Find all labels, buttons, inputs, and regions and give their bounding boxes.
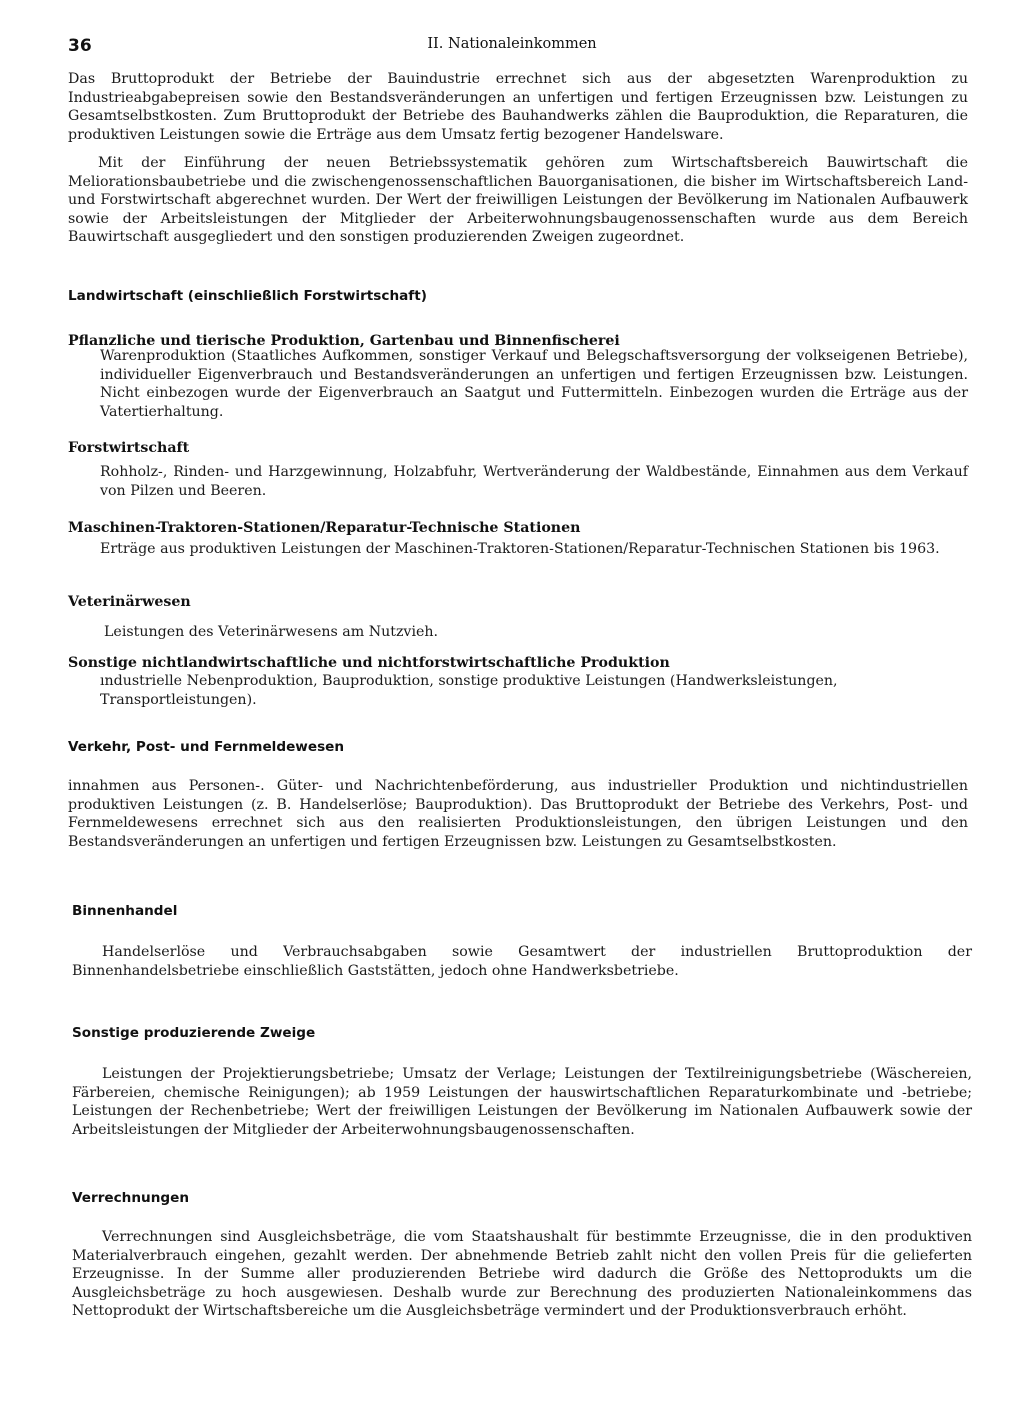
subsection-title-veterinaerwesen: Veterinärwesen: [68, 594, 191, 610]
subsection-text-mts: Erträge aus produktiven Leistungen der Maschinen-Traktoren-Stationen/Reparatur-Technischen Stationen bis 1963.: [100, 541, 940, 557]
section-text-verrechnungen: Verrechnungen sind Ausgleichsbeträge, die vom Staatshaushalt für bestimmte Erzeugnisse, die in den produktiven Materialverbrauch eingehen, gezahlt werden. Der abnehmende Betrieb zahlt nicht den vollen Preis für die gelieferten Erzeugnisse. In der Summe aller produzierenden Betriebe wird dadurch die Größe des Nettoprodukts um die Ausgleichsbeträge zu hoch ausgewiesen. Deshalb wurde zur Berechnung des produzierten Nationaleinkommens das Nettoprodukt der Wirtschaftsbereiche um die Ausgleichsbeträge vermindert und der Produktionsverbrauch erhöht.: [72, 1229, 972, 1320]
section-text-sonstige-zweige: Leistungen der Projektierungsbetriebe; Umsatz der Verlage; Leistungen der Textilreinigungsbetriebe (Wäschereien, Färbereien, chemische Reinigungen); ab 1959 Leistungen der hauswirtschaftlichen Reparaturkombinate und -betriebe; Leistungen der Rechenbetriebe; Wert der freiwilligen Leistungen der Bevölkerung im Nationalen Aufbauwerk sowie der Arbeitsleistungen der Mitglieder der Arbeiterwohnungsbaugenossenschaften.: [72, 1066, 972, 1138]
section-heading-verrechnungen: Verrechnungen: [72, 1190, 190, 1206]
section-heading-binnenhandel: Binnenhandel: [72, 903, 178, 919]
subsection-text-veterinaerwesen: Leistungen des Veterinärwesens am Nutzvieh.: [104, 624, 439, 640]
subsection-title-mts: Maschinen-Traktoren-Stationen/Reparatur-Technische Stationen: [68, 520, 581, 536]
section-heading-landwirtschaft: Landwirtschaft (einschließlich Forstwirtschaft): [68, 288, 427, 304]
subsection-title-pflanzlich: Pflanzliche und tierische Produktion, Gartenbau und Binnenfischerei: [68, 333, 620, 349]
running-title: II. Nationaleinkommen: [427, 36, 597, 52]
section-heading-verkehr: Verkehr, Post- und Fernmeldewesen: [68, 739, 345, 755]
subsection-title-sonstige-produktion: Sonstige nichtlandwirtschaftliche und nichtforstwirtschaftliche Produktion: [68, 655, 670, 671]
section-heading-sonstige-zweige: Sonstige produzierende Zweige: [72, 1025, 316, 1041]
subsection-title-forstwirtschaft: Forstwirtschaft: [68, 440, 190, 456]
intro-paragraph-2: Mit der Einführung der neuen Betriebssystematik gehören zum Wirtschaftsbereich Bauwirtschaft die Meliorationsbaubetriebe und die zwischengenossenschaftlichen Bauorganisationen, die bisher im Wirtschaftsbereich Land- und Forstwirtschaft abgerechnet wurden. Der Wert der freiwilligen Leistungen der Bevölkerung im Nationalen Aufbauwerk sowie der Arbeitsleistungen der Mitglieder der Arbeiterwohnungsbaugenossenschaften wurde aus dem Bereich Bauwirtschaft ausgegliedert und den sonstigen produzierenden Zweigen zugeordnet.: [68, 155, 968, 246]
subsection-text-sonstige-produktion: ındustrielle Nebenproduktion, Bauproduktion, sonstige produktive Leistungen (Handwerksleistungen, Transportleistungen).: [100, 673, 838, 708]
page-number: 36: [68, 36, 92, 56]
subsection-text-pflanzlich: Warenproduktion (Staatliches Aufkommen, sonstiger Verkauf und Belegschaftsversorgung der volkseigenen Betriebe), individueller Eigenverbrauch und Bestandsveränderungen an unfertigen und fertigen Erzeugnissen bzw. Leistungen. Nicht einbezogen wurde der Eigenverbrauch an Saatgut und Futtermitteln. Einbezogen wurden die Erträge aus der Vatertierhaltung.: [100, 348, 968, 420]
intro-paragraph-1: Das Bruttoprodukt der Betriebe der Bauindustrie errechnet sich aus der abgesetzten Warenproduktion zu Industrieabgabepreisen sowie den Bestandsveränderungen an unfertigen und fertigen Erzeugnissen bzw. Leistungen zu Gesamtselbstkosten. Zum Bruttoprodukt der Betriebe des Bauhandwerks zählen die Bauproduktion, die Reparaturen, die produktiven Leistungen sowie die Erträge aus dem Umsatz fertig bezogener Handelsware.: [68, 71, 968, 143]
section-text-verkehr: innahmen aus Personen-. Güter- und Nachrichtenbeförderung, aus industrieller Produktion und nichtindustriellen produktiven Leistungen (z. B. Handelserlöse; Bauproduktion). Das Bruttoprodukt der Betriebe des Verkehrs, Post- und Fernmeldewesens errechnet sich aus den realisierten Produktionsleistungen, den übrigen Leistungen und den Bestandsveränderungen an unfertigen und fertigen Erzeugnissen bzw. Leistungen zu Gesamtselbstkosten.: [68, 778, 968, 850]
section-text-binnenhandel: Handelserlöse und Verbrauchsabgaben sowie Gesamtwert der industriellen Bruttoproduktion der Binnenhandelsbetriebe einschließlich Gaststätten, jedoch ohne Handwerksbetriebe.: [72, 944, 972, 979]
subsection-text-forstwirtschaft: Rohholz-, Rinden- und Harzgewinnung, Holzabfuhr, Wertveränderung der Waldbestände, Einnahmen aus dem Verkauf von Pilzen und Beeren.: [100, 464, 968, 499]
